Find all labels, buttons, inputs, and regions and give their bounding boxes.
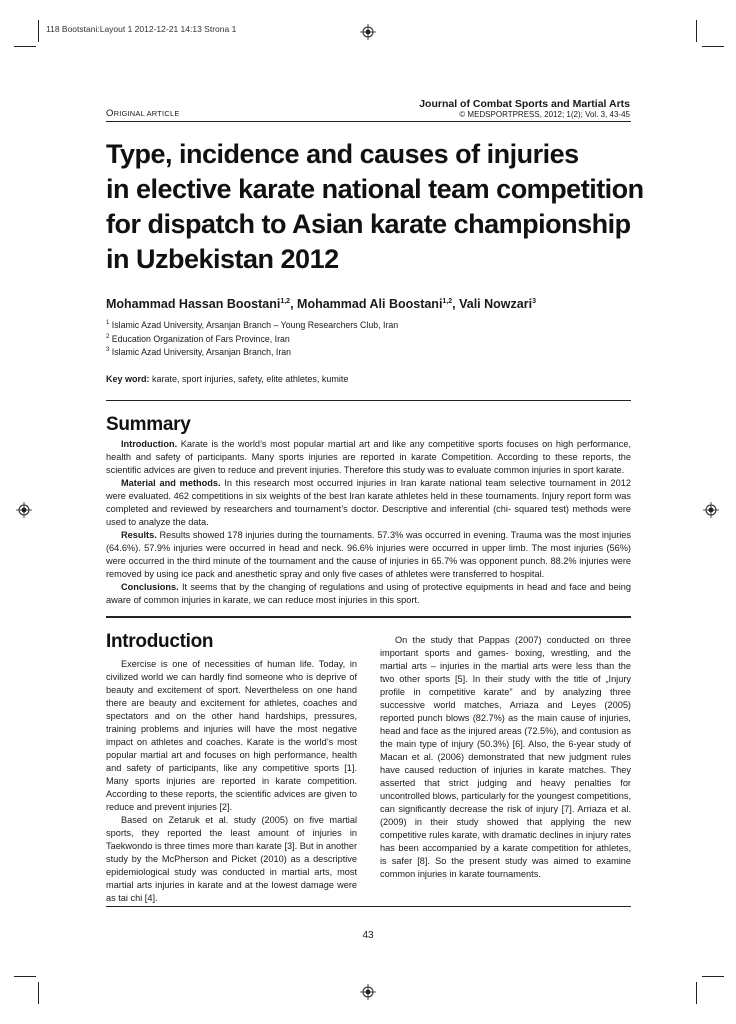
keywords-text: karate, sport injuries, safety, elite athletes, kumite [149, 374, 349, 384]
title-line: in Uzbekistan 2012 [106, 244, 339, 274]
summary-text: It seems that by the changing of regulations and using of protective equipments in head and face and being aware of common injuries in karate, we can reduce most injuries in this sport. [106, 582, 631, 605]
body-paragraph: Based on Zetaruk et al. study (2005) on five martial sports, they reported the least amount of injuries in Taekwondo is three times more than karate [3]. But in another study by the McPherson and Picket (2010) as a descriptive epidemiological study was conducted in martial arts, most martial arts injuries in karate and at the lowest damage were as tai chi [4]. [106, 815, 357, 903]
introduction-right-column [380, 634, 631, 881]
registration-mark-icon [16, 502, 32, 518]
section-divider [106, 400, 631, 401]
crop-mark [14, 46, 36, 47]
crop-mark [38, 20, 39, 42]
summary-paragraph [106, 438, 631, 477]
section-divider [106, 616, 631, 618]
registration-mark-icon [703, 502, 719, 518]
crop-mark [38, 982, 39, 1004]
author-name: Mohammad Ali Boostani [297, 297, 443, 311]
affiliation-text: Education Organization of Fars Province, Iran [111, 334, 290, 344]
introduction-heading: Introduction [106, 631, 214, 652]
summary-label: Results. [121, 530, 157, 540]
article-type [106, 108, 180, 119]
keywords-label: Key word: [106, 374, 150, 384]
registration-mark-icon [360, 984, 376, 1000]
summary-body [106, 438, 631, 607]
author-separator: , [290, 297, 298, 311]
author-affiliation-ref: 1,2 [280, 297, 291, 305]
crop-mark [702, 976, 724, 977]
crop-mark [696, 20, 697, 42]
journal-info: © MEDSPORTPRESS, 2012; 1(2); Vol. 3, 43-45 [459, 110, 630, 119]
keywords [106, 374, 348, 384]
header-divider [106, 121, 631, 122]
affiliation-number: 2 [106, 334, 110, 341]
crop-mark [696, 982, 697, 1004]
author-affiliation-ref: 1,2 [442, 297, 453, 305]
affiliation-text: Islamic Azad University, Arsanjan Branch, Iran [111, 347, 292, 357]
summary-label: Conclusions. [121, 582, 179, 592]
journal-name: Journal of Combat Sports and Martial Arts [419, 98, 630, 110]
author-list [106, 297, 536, 311]
article-type-rest: RIGINAL ARTICLE [113, 109, 180, 118]
introduction-left-column [106, 658, 357, 905]
author-affiliation-ref: 3 [532, 297, 536, 305]
title-line: for dispatch to Asian karate championship [106, 209, 631, 239]
registration-mark-icon [360, 24, 376, 40]
body-paragraph: On the study that Pappas (2007) conducted on three important sports and games- boxing, wrestling, and the martial arts – injuries in the martial arts were less than the two other sports [5]. In their study with the title of „Injury profile in competitive karate” and by analyzing three successive world matches, Arriaza and Leyes (2005) reported punch blows (82.7%) as the main cause of injuries, head and face as the injured areas (72.5%), and contusion as the main type of injury (50.3%) [6]. Also, the 6-year study of Macan et al. (2006) demonstrated that new judgment rules have caused reduction of injuries in karate matches. They asserted that strict judging and heavy penalties for uncontrolled blows, particularly for the youngest competitions, can significantly decrease the risk of injury [7]. Arriaza et al. (2009) in their study showed that applying the new competitive rules karate, with dramatic declines in injury rates has been accompanied by a karate competition for athletes, is safer [8]. So the present study was aimed to examine common injuries in karate tournaments. [380, 635, 631, 879]
summary-text: In this research most occurred injuries in Iran karate national team selective tournament in 2012 were evaluated. 462 competitions in six weights of the best Iran karate athletes held in these tournaments. Injury report form was completed and reviewed by researchers and tournament’s doctor. Descriptive and inferential (chi- squared test) methods were used to analyze the data. [106, 478, 631, 527]
author-separator: , [452, 297, 460, 311]
print-slug: 118 Bootstani:Layout 1 2012-12-21 14:13 Strona 1 [46, 24, 237, 34]
summary-paragraph [106, 581, 631, 607]
affiliation-number: 3 [106, 347, 110, 354]
crop-mark [702, 46, 724, 47]
body-paragraph: Exercise is one of necessities of human life. Today, in civilized world we can hardly find someone who is deprive of beauty and excitement of sport. Nevertheless on one hand there are beauty and excitement for athletes, coaches and spectators and on the other hand hardships, pressures, training problems and injuries will have the most negative impact on athletes and coaches. Karate is the world’s most popular martial art and focuses on high performance, health and safety of participants, like any competitive sports [1]. Many sports injuries are reported in karate competition. According to these reports, the scientific advices are given to reduce and prevent injuries [2]. [106, 659, 357, 812]
title-line: in elective karate national team competition [106, 174, 644, 204]
affiliation [106, 347, 291, 357]
summary-label: Introduction. [121, 439, 178, 449]
summary-heading: Summary [106, 414, 191, 435]
summary-text: Results showed 178 injuries during the tournaments. 57.3% was occurred in evening. Trauma was the most injuries (64.6%). 57.9% injuries were occurred in head and neck. 96.6% injuries were occurred in upper limb. The most injuries (56%) were occurred in the third minute of the tournament and the cause of injuries in 65.7% was opponent punch. 88.2% injuries were removed by using ice pack and anesthetic spray and only five cases of athletes were transferred to hospital. [106, 530, 631, 579]
summary-paragraph [106, 477, 631, 529]
affiliation-text: Islamic Azad University, Arsanjan Branch – Young Researchers Club, Iran [111, 320, 399, 330]
article-title [106, 137, 644, 277]
summary-paragraph [106, 529, 631, 581]
affiliation [106, 334, 290, 344]
affiliation-number: 1 [106, 320, 110, 327]
article-type-first: O [106, 108, 114, 119]
footer-divider [106, 906, 631, 907]
author-name: Vali Nowzari [459, 297, 533, 311]
summary-label: Material and methods. [121, 478, 221, 488]
author-name: Mohammad Hassan Boostani [106, 297, 281, 311]
summary-text: Karate is the world’s most popular martial art and like any competitive sports focuses on high performance, health and safety of participants. Many sports injuries are reported in karate Competition. According to these reports, the scientific advices are given to reduce and prevent injuries. Therefore this study was to evaluate common injuries in sport karate. [106, 439, 631, 475]
title-line: Type, incidence and causes of injuries [106, 139, 579, 169]
affiliation [106, 320, 398, 330]
crop-mark [14, 976, 36, 977]
page-number: 43 [362, 930, 374, 941]
